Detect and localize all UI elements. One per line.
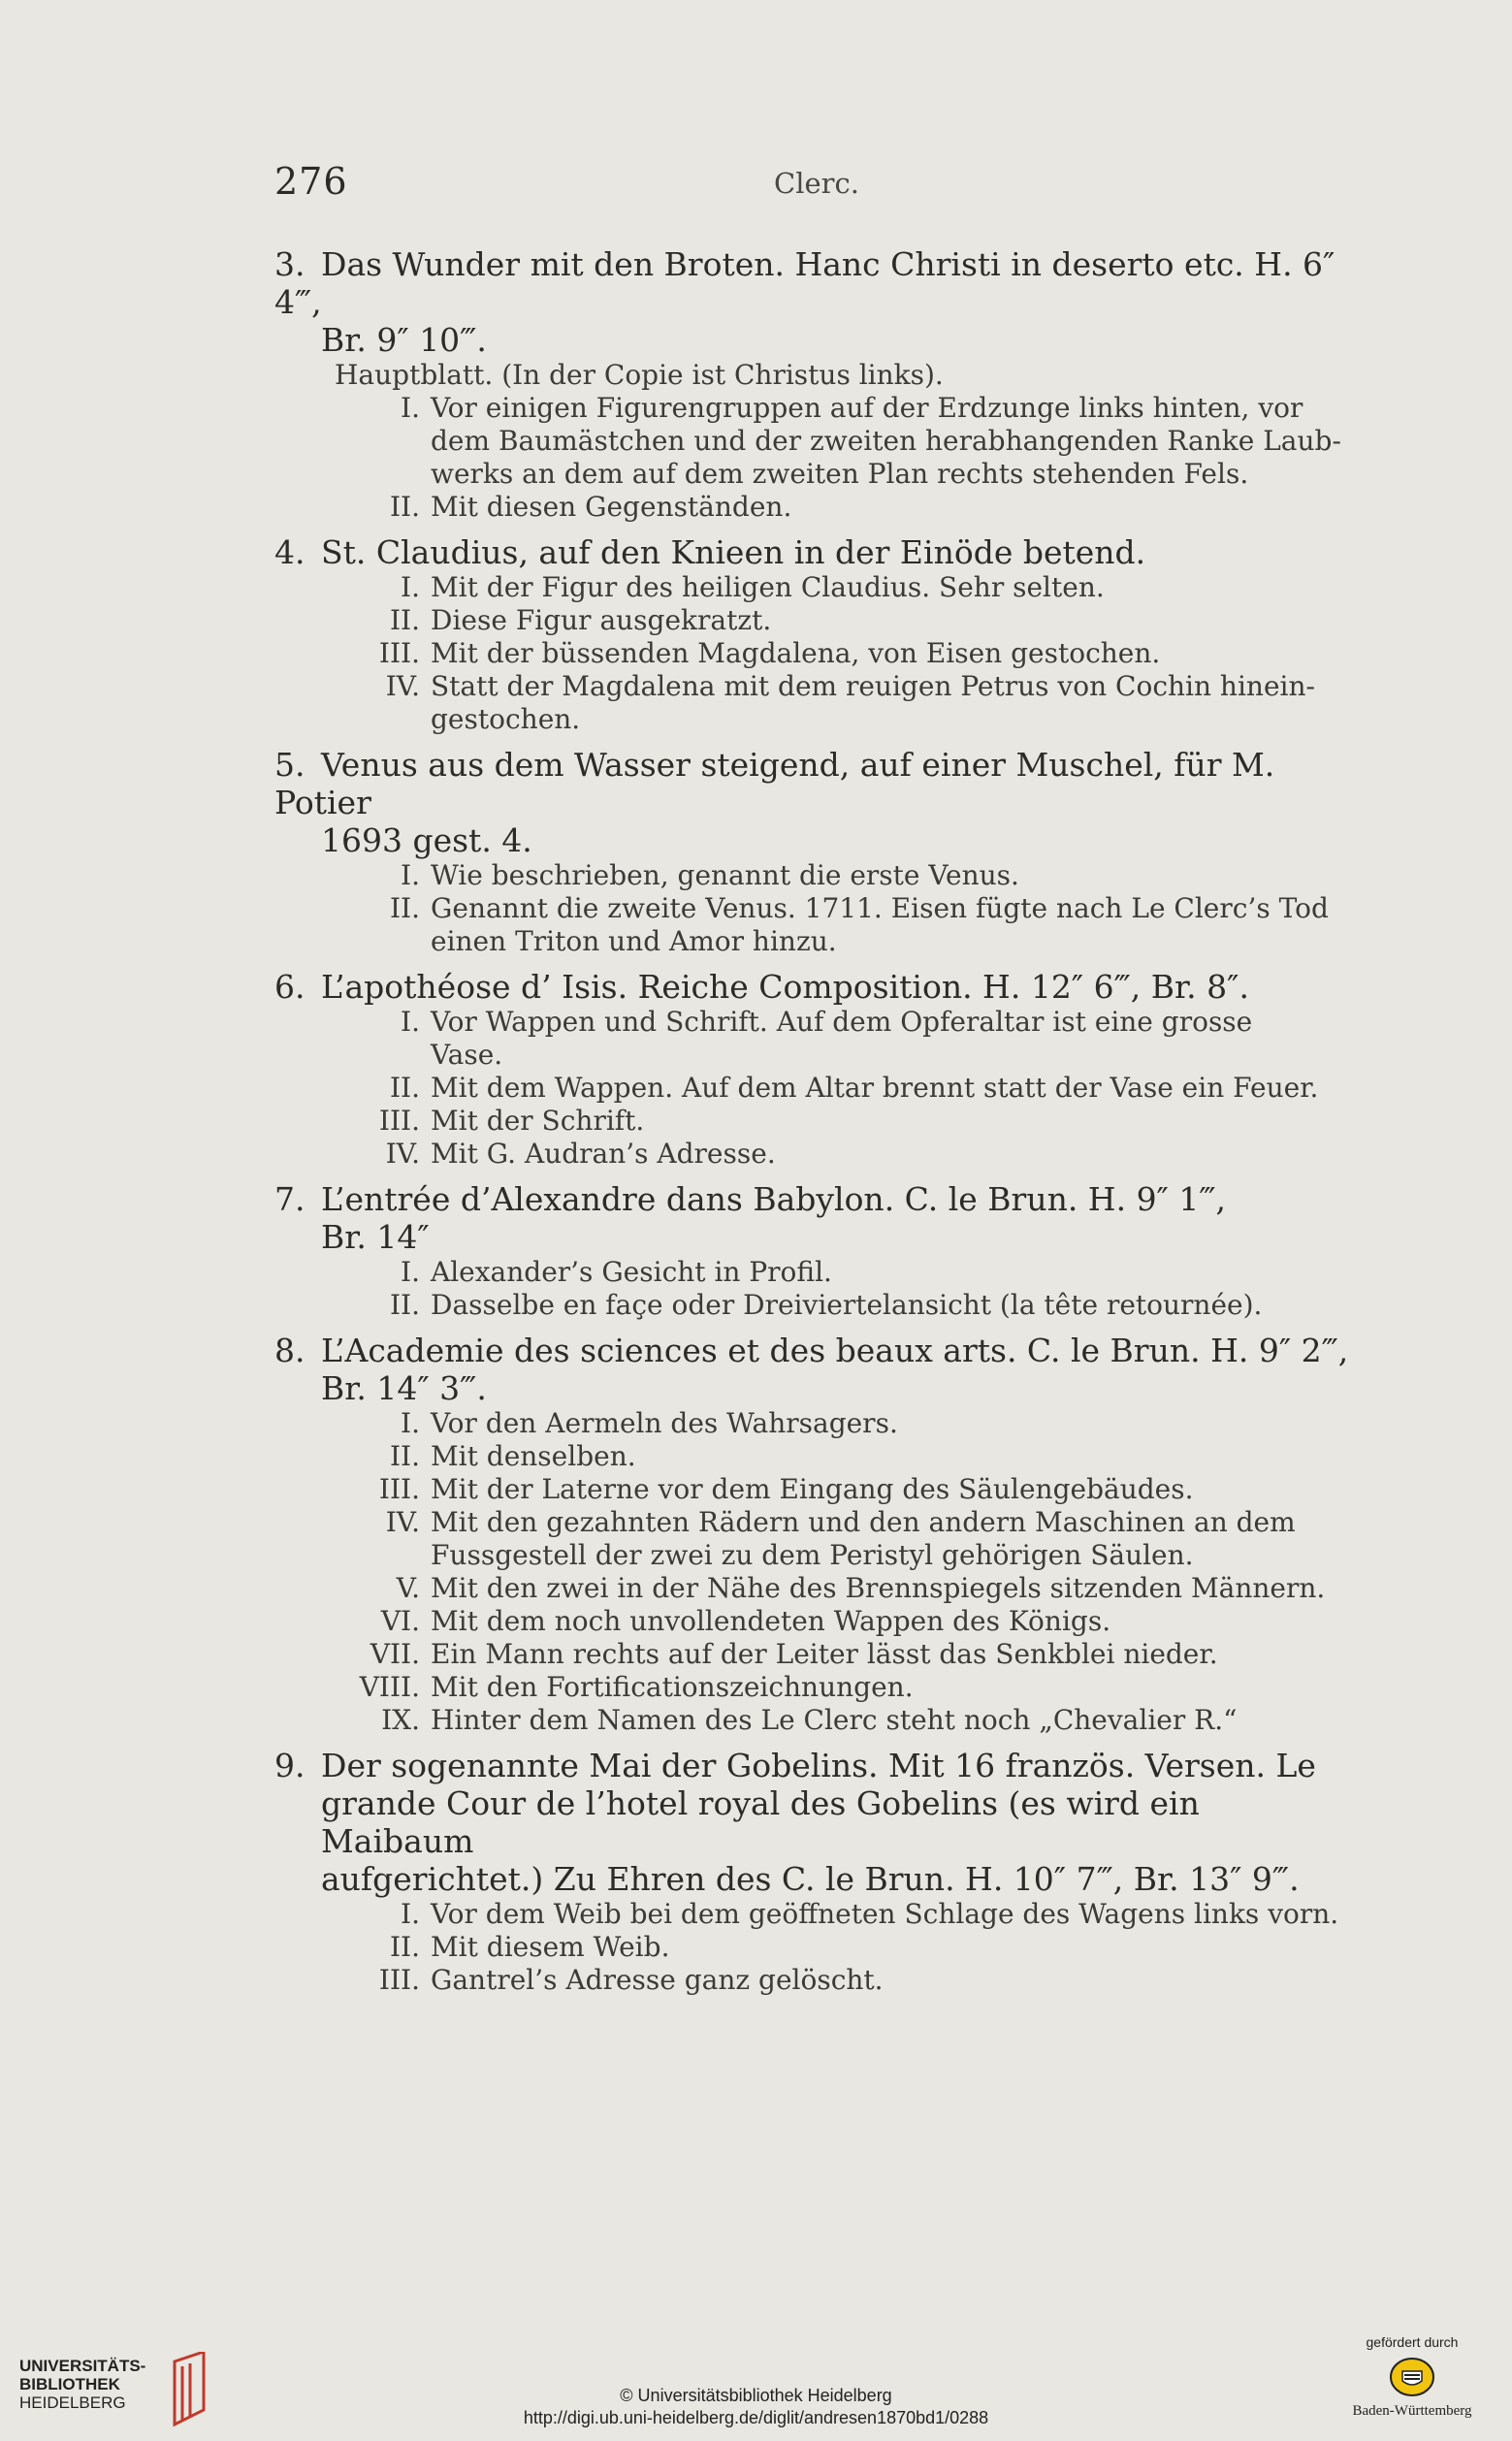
entry-title-line: aufgerichtet.) Zu Ehren des C. le Brun. H. 10″ 7‴, Br. 13″ 9‴. (321, 1860, 1300, 1898)
state-roman: I. (401, 1407, 420, 1439)
entry-number: 9. (274, 1747, 306, 1784)
state-text: Mit den Fortificationszeichnungen. (431, 1671, 914, 1703)
state-item (274, 1105, 1361, 1138)
state-roman: IX. (381, 1704, 420, 1736)
catalog-entry-6 (274, 968, 1361, 1171)
state-roman: III. (378, 1964, 420, 1996)
state-roman: IV. (385, 1138, 420, 1170)
copyright-notice: © Universitätsbibliothek Heidelberg (620, 2386, 892, 2405)
state-text: Genannt die zweite Venus. 1711. Eisen fügte nach Le Clerc’s Tod (431, 892, 1329, 924)
state-item (274, 392, 1361, 425)
state-item (274, 1671, 1361, 1704)
catalog-entry-9 (274, 1747, 1361, 1997)
state-roman: VI. (380, 1605, 420, 1637)
catalog-entries (274, 245, 1361, 1997)
state-roman: III. (378, 637, 420, 669)
state-text: Mit diesen Gegenständen. (431, 491, 792, 523)
state-text: Ein Mann rechts auf der Leiter lässt das Senkblei nieder. (431, 1638, 1218, 1670)
digitization-footer (0, 2323, 1512, 2441)
coat-of-arms-icon (1389, 2356, 1435, 2398)
state-text: Mit dem Wappen. Auf dem Altar brennt statt der Vase ein Feuer. (431, 1072, 1319, 1104)
state-text: Mit diesem Weib. (431, 1931, 670, 1963)
state-text: Vor den Aermeln des Wahrsagers. (431, 1407, 898, 1439)
state-text: Mit denselben. (431, 1440, 636, 1472)
entry-title-line: Das Wunder mit den Broten. Hanc Christi in deserto etc. H. 6″ 4‴, (274, 245, 1335, 321)
entry-number: 3. (274, 245, 306, 283)
state-item (274, 1638, 1361, 1671)
state-text-continued: werks an dem auf dem zweiten Plan rechts stehenden Fels. (431, 458, 1249, 490)
state-text-continued: Vase. (431, 1039, 503, 1071)
state-text: Mit der Laterne vor dem Eingang des Säulengebäudes. (431, 1473, 1194, 1505)
state-text: Vor dem Weib bei dem geöffneten Schlage des Wagens links vorn. (431, 1898, 1339, 1930)
state-roman: VII. (370, 1638, 420, 1670)
state-item (274, 670, 1361, 703)
state-item (274, 1256, 1361, 1289)
entry-title-line: St. Claudius, auf den Knieen in der Einöde betend. (321, 533, 1146, 571)
state-roman: IV. (385, 1506, 420, 1538)
page-number: 276 (274, 160, 348, 203)
entry-number: 7. (274, 1180, 306, 1218)
state-roman: I. (401, 1256, 420, 1288)
permalink-url[interactable]: http://digi.ub.uni-heidelberg.de/diglit/andresen1870bd1/0288 (523, 2408, 989, 2427)
state-text: Alexander’s Gesicht in Profil. (431, 1256, 832, 1288)
logo-line: UNIVERSITÄTS- (19, 2357, 146, 2375)
state-item (274, 604, 1361, 637)
state-item (274, 1289, 1361, 1322)
state-text: Dasselbe en façe oder Dreiviertelansicht (la tête retournée). (431, 1289, 1263, 1321)
state-text: Hinter dem Namen des Le Clerc steht noch „Chevalier R.“ (431, 1704, 1238, 1736)
state-roman: I. (401, 859, 420, 891)
state-roman: I. (401, 1006, 420, 1038)
state-item (274, 1704, 1361, 1737)
logo-line: BIBLIOTHEK (19, 2375, 120, 2393)
state-text: Mit dem noch unvollendeten Wappen des Königs. (431, 1605, 1111, 1637)
entry-note: Hauptblatt. (In der Copie ist Christus links). (335, 359, 944, 391)
state-item (274, 1506, 1361, 1539)
state-item (274, 1931, 1361, 1964)
state-item (274, 1898, 1361, 1931)
sponsor-block (1339, 2334, 1485, 2420)
catalog-entry-8 (274, 1332, 1361, 1737)
state-roman: III. (378, 1105, 420, 1137)
entry-title-line: Der sogenannte Mai der Gobelins. Mit 16 französ. Versen. Le (321, 1747, 1316, 1784)
state-item (274, 571, 1361, 604)
state-item (274, 1473, 1361, 1506)
state-item (274, 1964, 1361, 1997)
state-roman: II. (389, 1440, 420, 1472)
state-text: Vor Wappen und Schrift. Auf dem Opferaltar ist eine grosse (431, 1006, 1253, 1038)
state-item (274, 1572, 1361, 1605)
entry-title-line: grande Cour de l’hotel royal des Gobelins (es wird ein Maibaum (321, 1784, 1200, 1860)
state-text: Mit der büssenden Magdalena, von Eisen gestochen. (431, 637, 1161, 669)
entry-title-line: Br. 9″ 10‴. (321, 321, 487, 359)
state-item (274, 1605, 1361, 1638)
catalog-entry-7 (274, 1180, 1361, 1322)
state-text-continued: Fussgestell der zwei zu dem Peristyl gehörigen Säulen. (431, 1539, 1194, 1571)
state-text: Diese Figur ausgekratzt. (431, 604, 772, 636)
entry-title-line: Venus aus dem Wasser steigend, auf einer Muschel, für M. Potier (274, 746, 1275, 821)
state-roman: II. (389, 1289, 420, 1321)
state-roman: II. (389, 1072, 420, 1104)
catalog-entry-3 (274, 245, 1361, 524)
state-item (274, 1407, 1361, 1440)
logo-line: HEIDELBERG (19, 2393, 126, 2412)
state-text: Vor einigen Figurengruppen auf der Erdzunge links hinten, vor (431, 392, 1303, 424)
state-item (274, 1440, 1361, 1473)
state-text: Wie beschrieben, genannt die erste Venus. (431, 859, 1019, 891)
catalog-entry-5 (274, 746, 1361, 958)
state-text: Statt der Magdalena mit dem reuigen Petrus von Cochin hinein- (431, 670, 1315, 702)
state-roman: II. (389, 892, 420, 924)
state-item (274, 859, 1361, 892)
entry-title-line: Br. 14″ (321, 1218, 430, 1256)
state-roman: I. (401, 571, 420, 603)
state-text: Mit G. Audran’s Adresse. (431, 1138, 776, 1170)
entry-number: 8. (274, 1332, 306, 1369)
entry-title-line: 1693 gest. 4. (321, 821, 532, 859)
entry-number: 6. (274, 968, 306, 1006)
state-item (274, 1006, 1361, 1039)
entry-title-line: L’entrée d’Alexandre dans Babylon. C. le Brun. H. 9″ 1‴, (321, 1180, 1227, 1218)
state-roman: I. (401, 1898, 420, 1930)
entry-title-line: L’apothéose d’ Isis. Reiche Composition. H. 12″ 6‴, Br. 8″. (321, 968, 1249, 1006)
state-item (274, 637, 1361, 670)
entry-title-line: L’Academie des sciences et des beaux arts. C. le Brun. H. 9″ 2‴, (321, 1332, 1349, 1369)
state-item (274, 1138, 1361, 1171)
sponsor-name: Baden-Württemberg (1352, 2403, 1472, 2419)
state-roman: II. (389, 1931, 420, 1963)
running-title: Clerc. (774, 167, 859, 200)
state-text: Gantrel’s Adresse ganz gelöscht. (431, 1964, 884, 1996)
state-text: Mit der Figur des heiligen Claudius. Sehr selten. (431, 571, 1105, 603)
state-item (274, 491, 1361, 524)
state-roman: III. (378, 1473, 420, 1505)
entry-title-line: Br. 14″ 3‴. (321, 1369, 487, 1407)
state-roman: V. (396, 1572, 420, 1604)
entry-number: 5. (274, 746, 306, 784)
state-text-continued: gestochen. (431, 703, 581, 735)
state-text: Mit der Schrift. (431, 1105, 645, 1137)
state-item (274, 1072, 1361, 1105)
state-roman: I. (401, 392, 420, 424)
state-roman: II. (389, 491, 420, 523)
catalog-entry-4 (274, 533, 1361, 736)
entry-number: 4. (274, 533, 306, 571)
state-roman: VIII. (359, 1671, 420, 1703)
state-item (274, 892, 1361, 925)
state-roman: IV. (385, 670, 420, 702)
state-text: Mit den gezahnten Rädern und den andern Maschinen an dem (431, 1506, 1296, 1538)
state-text: Mit den zwei in der Nähe des Brennspiegels sitzenden Männern. (431, 1572, 1326, 1604)
state-text-continued: einen Triton und Amor hinzu. (431, 925, 837, 957)
state-roman: II. (389, 604, 420, 636)
state-text-continued: dem Baumästchen und der zweiten herabhangenden Ranke Laub- (431, 425, 1341, 457)
sponsor-label: gefördert durch (1366, 2334, 1459, 2350)
